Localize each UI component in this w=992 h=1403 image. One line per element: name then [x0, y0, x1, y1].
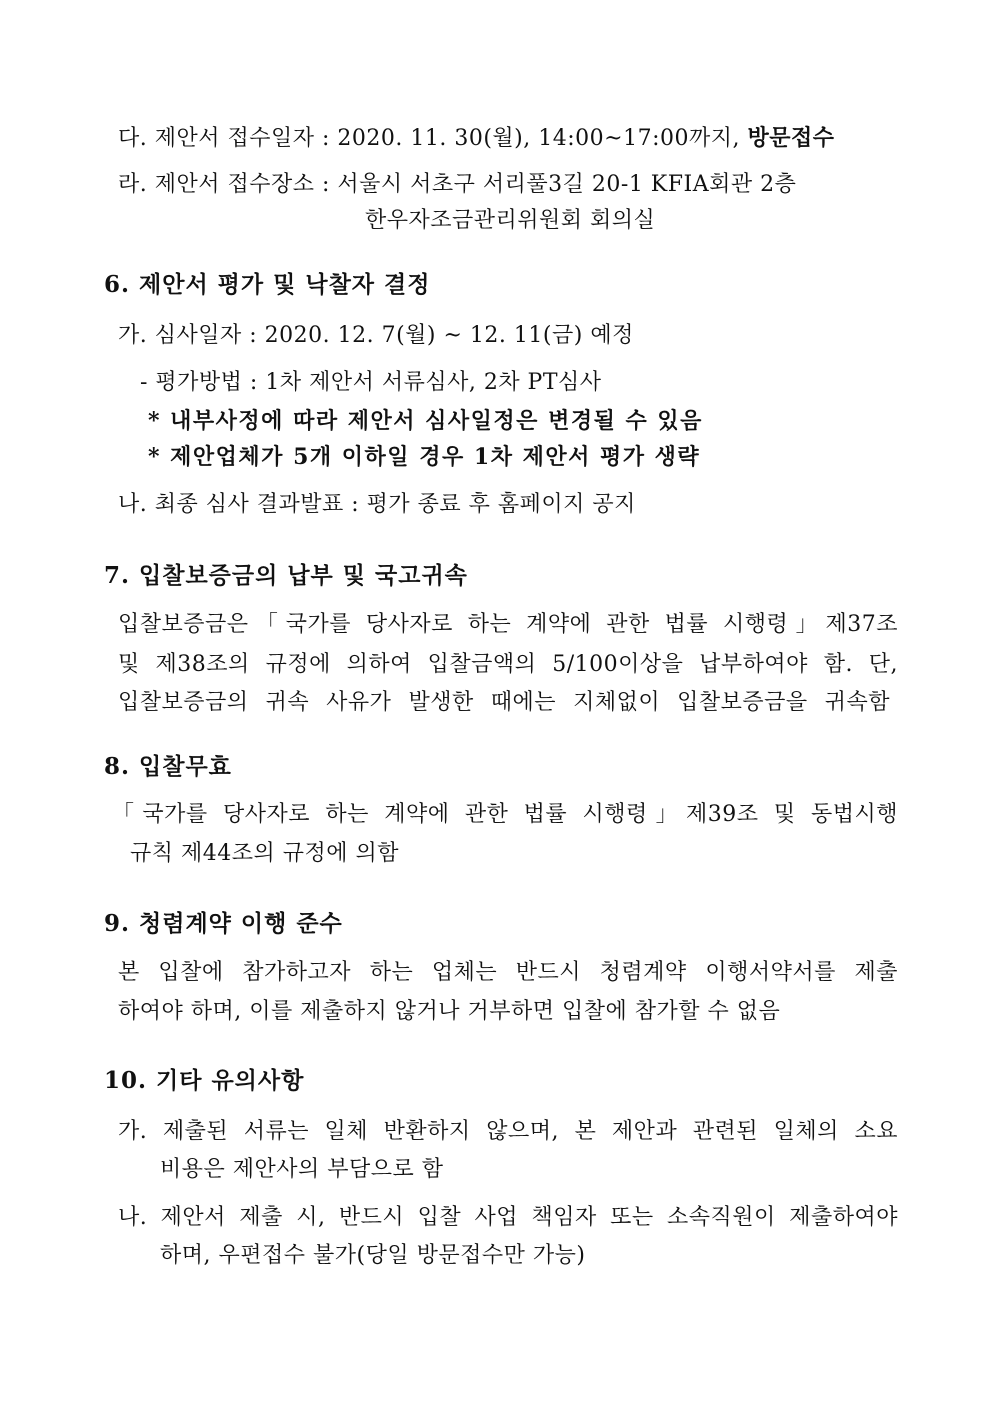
- submission-date-line: [118, 123, 835, 154]
- section-10-na-line-2: 하며, 우편접수 불가(당일 방문접수만 가능): [160, 1243, 586, 1268]
- note-schedule-change: * 내부사정에 따라 제안서 심사일정은 변경될 수 있음: [148, 408, 703, 434]
- submission-place-line-2: 한우자조금관리위원회 회의실: [365, 208, 656, 233]
- submission-date-text: 다. 제안서 접수일자 : 2020. 11. 30(월), 14:00~17:00까지,: [118, 126, 748, 151]
- section-10-heading: 10. 기타 유의사항: [104, 1067, 305, 1094]
- section-7-line-1: 입찰보증금은「국가를 당사자로 하는 계약에 관한 법률 시행령」제37조: [118, 612, 898, 637]
- section-9-heading: 9. 청렴계약 이행 준수: [104, 910, 343, 937]
- section-9-line-2: 하여야 하며, 이를 제출하지 않거나 거부하면 입찰에 참가할 수 없음: [118, 999, 781, 1024]
- section-10-ga-line-2: 비용은 제안사의 부담으로 함: [160, 1157, 444, 1182]
- visit-submission-label: 방문접수: [747, 125, 835, 151]
- section-6-heading: 6. 제안서 평가 및 낙찰자 결정: [104, 271, 431, 298]
- final-result-line: 나. 최종 심사 결과발표 : 평가 종료 후 홈페이지 공지: [118, 492, 636, 517]
- section-8-line-1: 「국가를 당사자로 하는 계약에 관한 법률 시행령」제39조 및 동법시행: [112, 802, 898, 827]
- section-10-na-line-1: 나. 제안서 제출 시, 반드시 입찰 사업 책임자 또는 소속직원이 제출하여야: [118, 1205, 898, 1230]
- section-7-heading: 7. 입찰보증금의 납부 및 국고귀속: [104, 562, 468, 589]
- section-8-heading: 8. 입찰무효: [104, 753, 232, 780]
- review-date-line: 가. 심사일자 : 2020. 12. 7(월) ~ 12. 11(금) 예정: [118, 323, 634, 348]
- section-7-line-2: 및 제38조의 규정에 의하여 입찰금액의 5/100이상을 납부하여야 함. 단,: [118, 652, 898, 677]
- section-7-line-3: 입찰보증금의 귀속 사유가 발생한 때에는 지체없이 입찰보증금을 귀속함: [118, 690, 890, 715]
- submission-place-line: 라. 제안서 접수장소 : 서울시 서초구 서리풀3길 20-1 KFIA회관 2층: [118, 172, 797, 197]
- section-9-line-1: 본 입찰에 참가하고자 하는 업체는 반드시 청렴계약 이행서약서를 제출: [118, 960, 898, 985]
- note-evaluation-skip: * 제안업체가 5개 이하일 경우 1차 제안서 평가 생략: [148, 444, 701, 470]
- section-10-ga-line-1: 가. 제출된 서류는 일체 반환하지 않으며, 본 제안과 관련된 일체의 소요: [118, 1119, 898, 1144]
- section-8-line-2: 규칙 제44조의 규정에 의함: [130, 841, 399, 866]
- evaluation-method-line: - 평가방법 : 1차 제안서 서류심사, 2차 PT심사: [140, 370, 602, 395]
